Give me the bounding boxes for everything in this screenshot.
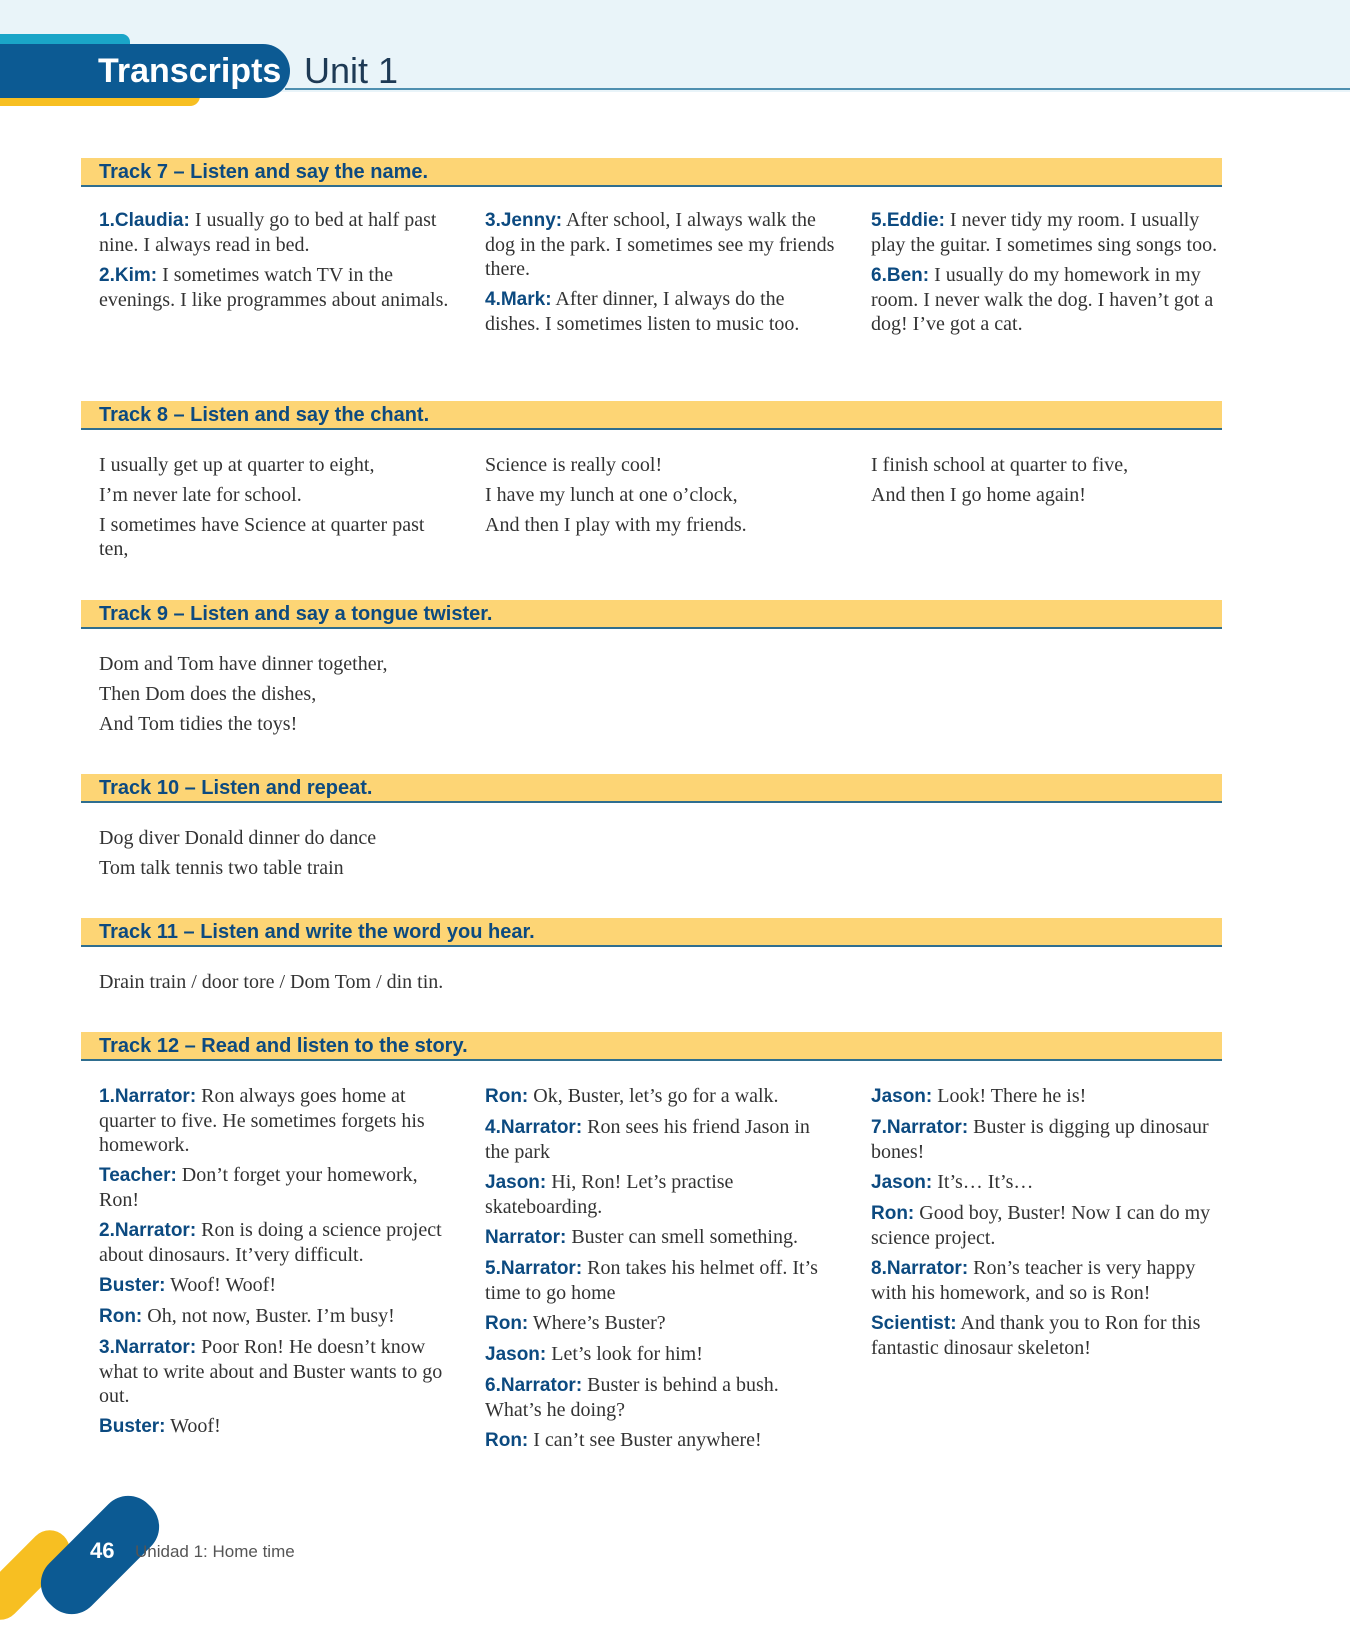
dialogue-line: Scientist: And thank you to Ron for this fantastic dinosaur skeleton! [871, 1312, 1201, 1359]
repeat-line: Dog diver Donald dinner do dance [99, 827, 377, 849]
track-7-col-1 [99, 208, 449, 318]
chant-line: And then I play with my friends. [485, 514, 747, 536]
dialogue-line: 3.Narrator: Poor Ron! He doesn’t know what to write about and Buster wants to go out. [99, 1336, 443, 1407]
track-11-text [99, 970, 799, 1000]
dialogue-line: 3.Jenny: After school, I always walk the dog in the park. I sometimes see my friends there. [485, 209, 835, 280]
dialogue-line: 5.Eddie: I never tidy my room. I usually play the guitar. I sometimes sing songs too. [871, 209, 1218, 256]
track-7-col-2 [485, 208, 835, 342]
dialogue-line: 6.Narrator: Buster is behind a bush. What’s he doing? [485, 1374, 779, 1421]
chant-line: I finish school at quarter to five, [871, 454, 1129, 476]
track-10-heading-bar [81, 774, 1222, 803]
dialogue-line: Jason: It’s… It’s… [871, 1171, 1034, 1193]
track-8-col-1 [99, 453, 449, 567]
dialogue-line: Ron: I can’t see Buster anywhere! [485, 1429, 762, 1451]
dialogue-line: Ron: Oh, not now, Buster. I’m busy! [99, 1305, 395, 1327]
track-10-text [99, 826, 699, 886]
dialogue-line: 1.Narrator: Ron always goes home at quarter to five. He sometimes forgets his homework. [99, 1085, 425, 1156]
track-11-heading-bar [81, 918, 1222, 947]
twister-line: Dom and Tom have dinner together, [99, 653, 388, 675]
track-10-heading: Track 10 – Listen and repeat. [99, 777, 373, 799]
track-12-heading-bar [81, 1032, 1222, 1061]
dialogue-line: Ron: Good boy, Buster! Now I can do my science project. [871, 1202, 1211, 1249]
dialogue-line: 7.Narrator: Buster is digging up dinosaur bones! [871, 1116, 1209, 1163]
unit-label: Unit 1 [304, 50, 399, 91]
track-8-heading-bar [81, 401, 1222, 430]
dialogue-line: Jason: Let’s look for him! [485, 1343, 703, 1365]
track-12-col-1 [99, 1084, 449, 1445]
dialogue-line: 1.Claudia: I usually go to bed at half past nine. I always read in bed. [99, 209, 437, 256]
dialogue-line: Buster: Woof! [99, 1415, 221, 1437]
footer-label: Unidad 1: Home time [135, 1542, 295, 1561]
dialogue-line: 8.Narrator: Ron’s teacher is very happy with his homework, and so is Ron! [871, 1257, 1196, 1304]
page-title: Transcripts [98, 52, 282, 90]
dialogue-line: Ron: Ok, Buster, let’s go for a walk. [485, 1085, 779, 1107]
dialogue-line: 4.Narrator: Ron sees his friend Jason in the park [485, 1116, 810, 1163]
word-pairs: Drain train / door tore / Dom Tom / din tin. [99, 971, 444, 993]
track-9-text [99, 652, 699, 742]
dialogue-line: Narrator: Buster can smell something. [485, 1226, 798, 1248]
chant-line: I sometimes have Science at quarter past ten, [99, 514, 425, 560]
track-7-heading: Track 7 – Listen and say the name. [99, 161, 429, 183]
dialogue-line: Teacher: Don’t forget your homework, Ron! [99, 1164, 418, 1211]
dialogue-line: 2.Kim: I sometimes watch TV in the evenings. I like programmes about animals. [99, 264, 449, 311]
dialogue-line: Jason: Look! There he is! [871, 1085, 1087, 1107]
dialogue-line: Jason: Hi, Ron! Let’s practise skateboarding. [485, 1171, 734, 1218]
page-number: 46 [90, 1538, 115, 1563]
twister-line: And Tom tidies the toys! [99, 713, 298, 735]
dialogue-line: 5.Narrator: Ron takes his helmet off. It’s time to go home [485, 1257, 818, 1304]
dialogue-line: 2.Narrator: Ron is doing a science project about dinosaurs. It’very difficult. [99, 1219, 442, 1266]
dialogue-line: 6.Ben: I usually do my homework in my room. I never walk the dog. I haven’t got a dog! I’ve got a cat. [871, 264, 1214, 335]
track-7-heading-bar [81, 158, 1222, 187]
chant-line: And then I go home again! [871, 484, 1086, 506]
track-12-heading: Track 12 – Read and listen to the story. [99, 1035, 468, 1057]
track-12-col-2 [485, 1084, 835, 1459]
twister-line: Then Dom does the dishes, [99, 683, 317, 705]
track-9-heading-bar [81, 600, 1222, 629]
header-rule [285, 88, 1350, 90]
chant-line: I have my lunch at one o’clock, [485, 484, 738, 506]
chant-line: I usually get up at quarter to eight, [99, 454, 375, 476]
repeat-line: Tom talk tennis two table train [99, 857, 344, 879]
track-8-col-3 [871, 453, 1221, 513]
chant-line: I’m never late for school. [99, 484, 302, 506]
dialogue-line: Buster: Woof! Woof! [99, 1274, 276, 1296]
track-7-col-3 [871, 208, 1221, 342]
track-12-col-3 [871, 1084, 1221, 1366]
dialogue-line: Ron: Where’s Buster? [485, 1312, 666, 1334]
track-11-heading: Track 11 – Listen and write the word you hear. [99, 921, 535, 943]
track-8-heading: Track 8 – Listen and say the chant. [99, 404, 430, 426]
track-9-heading: Track 9 – Listen and say a tongue twister. [99, 603, 493, 625]
dialogue-line: 4.Mark: After dinner, I always do the dishes. I sometimes listen to music too. [485, 288, 800, 335]
track-8-col-2 [485, 453, 835, 543]
chant-line: Science is really cool! [485, 454, 663, 476]
